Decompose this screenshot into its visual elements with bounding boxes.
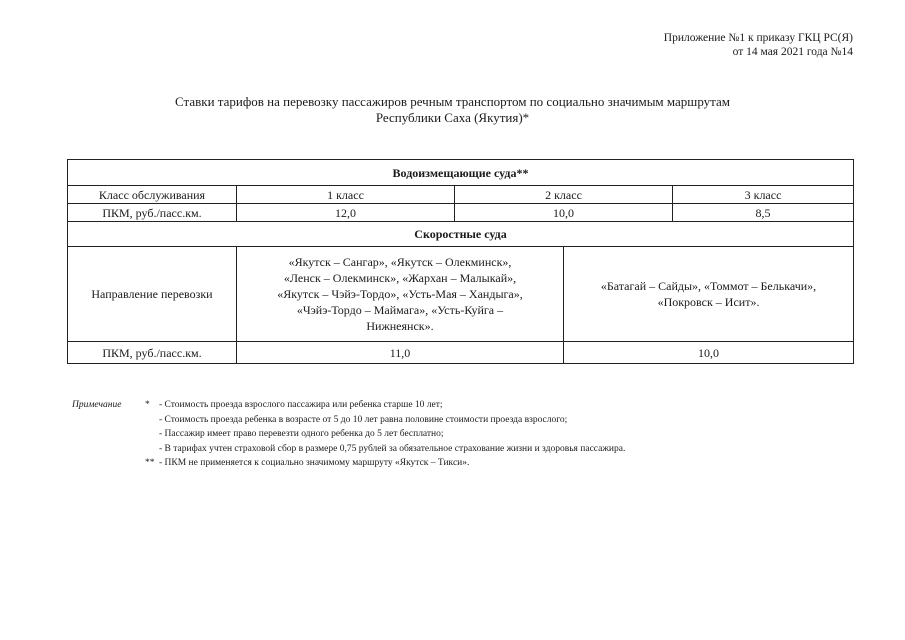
class-1: 1 класс (237, 186, 455, 204)
highspeed-heading: Скоростные суда (68, 222, 854, 247)
note-row (0, 442, 905, 457)
notes-label: Примечание (72, 400, 122, 410)
routes-group-2 (564, 247, 854, 342)
note-mark-single: * (145, 400, 150, 410)
note-row (0, 456, 905, 471)
class-3: 3 класс (673, 186, 854, 204)
displacement-pkm-row (68, 204, 854, 222)
direction-row (68, 247, 854, 342)
routes-group-1 (237, 247, 564, 342)
document-title (0, 94, 905, 126)
class-2: 2 класс (455, 186, 673, 204)
note-text: - Стоимость проезда ребенка в возрасте от 5 до 10 лет равна половине стоимости проезда взрослого; (159, 414, 568, 425)
route-line: «Ленск – Олекминск», «Жархан – Малыкай», (283, 271, 517, 285)
highspeed-pkm-row (68, 342, 854, 364)
tariff-table (67, 159, 854, 364)
note-text: - В тарифах учтен страховой сбор в размере 0,75 рублей за обязательное страхование жизни и здоровья пассажира. (159, 443, 626, 454)
class-label: Класс обслуживания (68, 186, 237, 204)
appendix-reference (664, 31, 853, 59)
notes-block (0, 398, 905, 471)
class-row (68, 186, 854, 204)
appendix-line-1: Приложение №1 к приказу ГКЦ РС(Я) (663, 32, 853, 44)
highspeed-heading-row (68, 222, 854, 247)
note-row (0, 413, 905, 428)
route-line: «Якутск – Сангар», «Якутск – Олекминск», (288, 255, 512, 269)
displacement-heading-row (68, 160, 854, 186)
note-text: - ПКМ не применяется к социально значимому маршруту «Якутск – Тикси». (159, 458, 470, 468)
pkm-routes-group-1: 11,0 (237, 342, 564, 364)
note-text: - Стоимость проезда взрослого пассажира или ребенка старше 10 лет; (159, 400, 443, 410)
appendix-line-2: от 14 мая 2021 года №14 (732, 46, 853, 58)
note-row (0, 398, 905, 413)
note-text: - Пассажир имеет право перевезти одного ребенка до 5 лет бесплатно; (159, 429, 444, 439)
pkm-class-3: 8,5 (673, 204, 854, 222)
route-line: «Батагай – Сайды», «Томмот – Белькачи», (600, 279, 817, 293)
title-line-2: Республики Саха (Якутия)* (375, 110, 530, 125)
pkm-class-1: 12,0 (237, 204, 455, 222)
title-line-1: Ставки тарифов на перевозку пассажиров речным транспортом по социально значимым маршрутам (175, 94, 730, 109)
direction-label: Направление перевозки (68, 247, 237, 342)
displacement-heading: Водоизмещающие суда** (68, 160, 854, 186)
pkm-class-2: 10,0 (455, 204, 673, 222)
note-row (0, 427, 905, 442)
route-line: «Чэйэ-Тордо – Маймага», «Усть-Куйга – (296, 303, 504, 317)
highspeed-pkm-label: ПКМ, руб./пасс.км. (68, 342, 237, 364)
route-line: «Якутск – Чэйэ-Тордо», «Усть-Мая – Хандыга», (277, 287, 523, 301)
route-line: Нижнеянск». (366, 319, 434, 333)
note-mark-double: ** (145, 458, 155, 468)
pkm-routes-group-2: 10,0 (564, 342, 854, 364)
displacement-pkm-label: ПКМ, руб./пасс.км. (68, 204, 237, 222)
route-line: «Покровск – Исит». (657, 295, 760, 309)
